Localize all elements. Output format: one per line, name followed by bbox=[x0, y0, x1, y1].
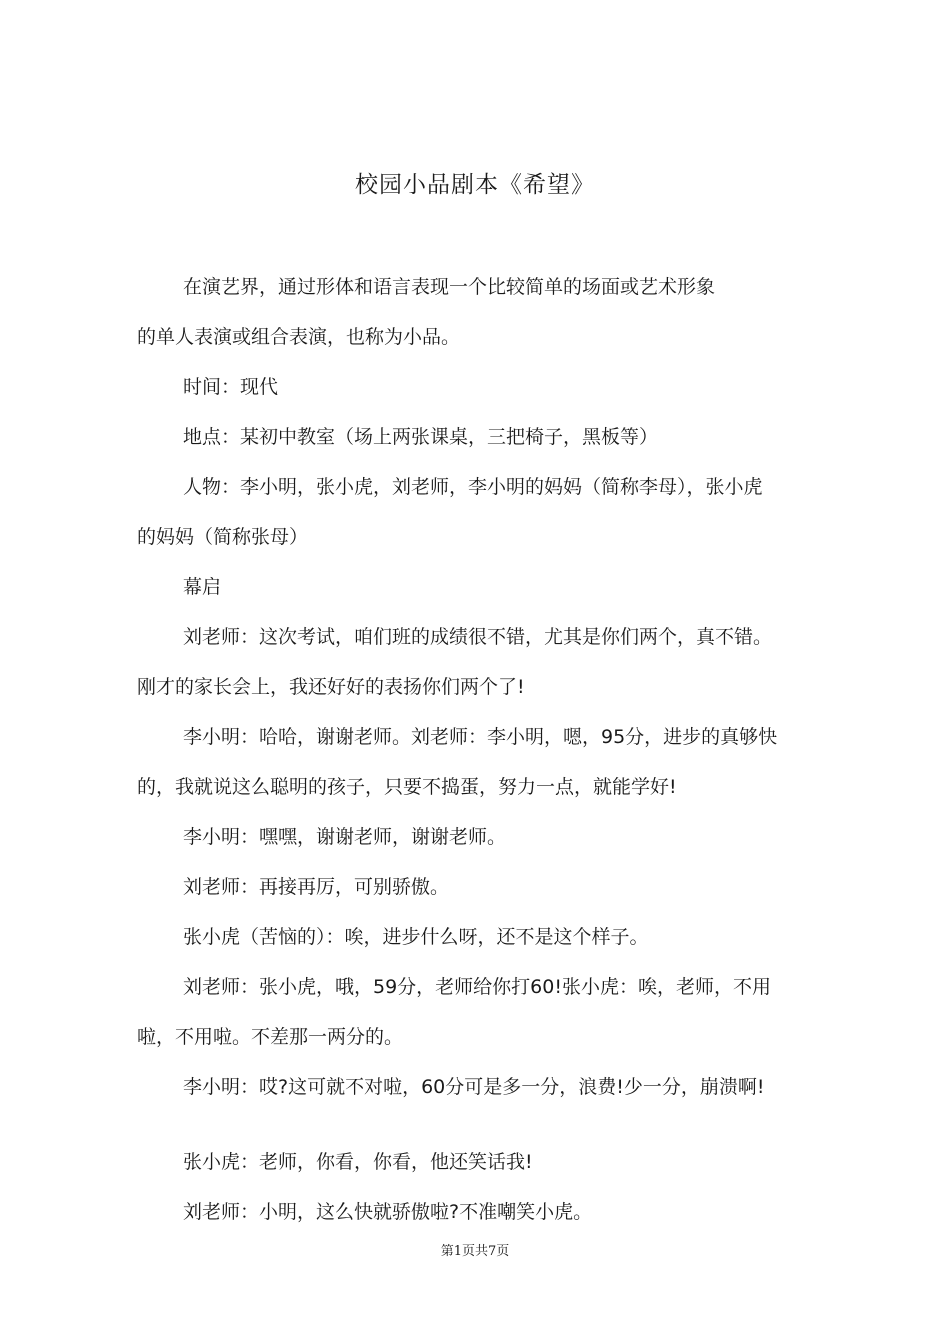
paragraph-line: 的单人表演或组合表演，也称为小品。 bbox=[137, 326, 461, 348]
dialogue-line bbox=[137, 912, 827, 962]
dialogue-line bbox=[137, 1137, 827, 1187]
dialogue-line bbox=[137, 1062, 827, 1112]
paragraph-line: 刚才的家长会上，我还好好的表扬你们两个了! bbox=[137, 676, 525, 698]
paragraph-location bbox=[137, 412, 827, 462]
paragraph-intro bbox=[137, 262, 827, 362]
paragraph-line: 的，我就说这么聪明的孩子，只要不捣蛋，努力一点，就能学好! bbox=[137, 776, 677, 798]
paragraph-line: 幕启 bbox=[183, 576, 222, 598]
paragraph-line: 张小虎：老师，你看，你看，他还笑话我! bbox=[183, 1151, 533, 1173]
paragraph-line: 的妈妈（简称张母） bbox=[137, 526, 309, 548]
paragraph-line: 时间：现代 bbox=[183, 376, 279, 398]
paragraph-line: 在演艺界，通过形体和语言表现一个比较简单的场面或艺术形象 bbox=[183, 276, 716, 298]
dialogue-line bbox=[137, 962, 827, 1062]
dialogue-line bbox=[137, 862, 827, 912]
paragraph-line: 啦，不用啦。不差那一两分的。 bbox=[137, 1026, 404, 1048]
paragraph-time bbox=[137, 362, 827, 412]
paragraph-line: 刘老师：张小虎，哦，59分，老师给你打60!张小虎：唉，老师，不用 bbox=[183, 976, 771, 998]
document-title: 校园小品剧本《希望》 bbox=[355, 172, 595, 198]
paragraph-line: 李小明：哎?这可就不对啦，60分可是多一分，浪费!少一分，崩溃啊! bbox=[183, 1076, 765, 1098]
dialogue-line bbox=[137, 712, 827, 812]
page-number-footer: 第1页共7页 bbox=[440, 1244, 510, 1259]
paragraph-line: 刘老师：小明，这么快就骄傲啦?不准嘲笑小虎。 bbox=[183, 1201, 593, 1223]
document-body bbox=[137, 262, 827, 1237]
paragraph-line: 李小明：嘿嘿，谢谢老师，谢谢老师。 bbox=[183, 826, 507, 848]
dialogue-line bbox=[137, 812, 827, 862]
paragraph-line: 人物：李小明，张小虎，刘老师，李小明的妈妈（简称李母），张小虎 bbox=[183, 476, 763, 498]
paragraph-line: 李小明：哈哈，谢谢老师。刘老师：李小明，嗯，95分，进步的真够快 bbox=[183, 726, 778, 748]
dialogue-line bbox=[137, 1187, 827, 1237]
paragraph-line: 张小虎（苦恼的）：唉，进步什么呀，还不是这个样子。 bbox=[183, 926, 649, 948]
paragraph-curtain bbox=[137, 562, 827, 612]
dialogue-line bbox=[137, 612, 827, 712]
paragraph-line: 刘老师：再接再厉，可别骄傲。 bbox=[183, 876, 450, 898]
paragraph-line: 地点：某初中教室（场上两张课桌，三把椅子，黑板等） bbox=[183, 426, 659, 448]
paragraph-line: 刘老师：这次考试，咱们班的成绩很不错，尤其是你们两个，真不错。 bbox=[183, 626, 773, 648]
paragraph-characters bbox=[137, 462, 827, 562]
